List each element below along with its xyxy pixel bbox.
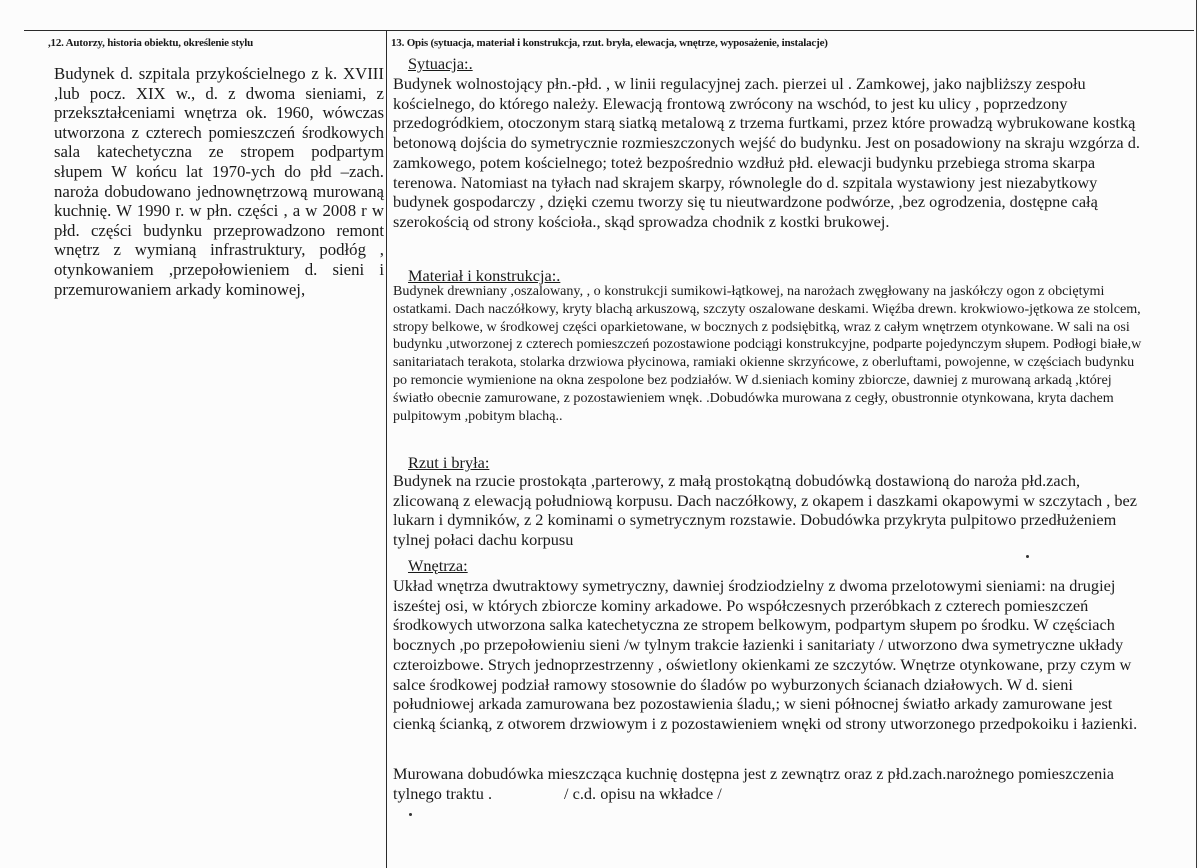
interior-paragraph: Układ wnętrza dwutraktowy symetryczny, dawniej środziodzielny z dwoma przelotowymi sieniami: na drugiej isześtej osi, w których zbiorcze kominy arkadowe. Po współczesnych przeróbkach z czterech pomieszczeń środkowych utworzona salka katechetyczna ze stropem belkowym, podpartym słupem po środku. W częściach bocznych ,po przepołowieniu sieni /w tylnym trakcie łazienki i sanitariaty / utworzono dwa symetryczne układy czteroizbowe. Strych jednoprzestrzenny , oświetlony okienkami ze szczytów. Wnętrze otynkowane, przy czym w salce środkowej podział ramowy stosownie do śladów po wyburzonych ścianach działowych. W d. sieni południowej arkada zamurowana bez pozostawienia śladu,; w sieni północnej światło arkady zamurowane jest cienką ścianką, z otworem drzwiowym i z pozostawieniem wnęki od strony utworzonego przedpokoiku i łazienki.	[393, 576, 1138, 733]
stray-mark	[1026, 555, 1029, 558]
history-paragraph: Budynek d. szpitala przykościelnego z k. XVIII ,lub pocz. XIX w., d. z dwoma sieniami, z przekształceniami wnętrza ok. 1960, wówczas utworzona z czterech pomieszczeń środkowych sala katechetyczna ze stropem podpartym słupem W końcu lat 1970-ych do płd –zach. naroża dobudowano jednownętrzową murowaną kuchnię. W 1990 r. w płn. części , a w 2008 r w płd. części budynku przeprowadzono remont wnętrz z wymianą infrastruktury, podłóg , otynkowaniem ,przepołowieniem d. sieni i przemurowaniem arkady kominowej,	[54, 64, 384, 299]
interior-section	[393, 576, 1145, 734]
plan-heading-row	[393, 453, 1145, 473]
plan-paragraph: Budynek na rzucie prostokąta ,parterowy, z małą prostokątną dobudówką dostawioną do naroża płd.zach, zlicowaną z elewacją południową korpusu. Dach naczółkowy, z okapem i daszkami okapowymi w szczytach , bez lukarn i dymników, z 2 kominami o symetrycznym rozstawie. Dobudówka przykryta pulpitowo przedłużeniem tylnej połaci dachu korpusu	[393, 471, 1137, 550]
interior-heading: Wnętrza:	[408, 556, 468, 575]
interior-heading-row	[393, 556, 1145, 576]
material-section	[393, 283, 1145, 425]
situation-heading: Sytuacja:.	[408, 54, 473, 73]
material-heading: Materiał i konstrukcja:.	[408, 266, 561, 285]
material-paragraph: Budynek drewniany ,oszalowany, , o konstrukcji sumikowi-łątkowej, na narożach zwęgłowany na jaskółczy ogon z obciętymi ostatkami. Dach naczółkowy, kryty blachą arkuszową, szczyty oszalowane deskami. Więźba drewn. krokwiowo-jętkowa ze stolcem, stropy belkowe, w środkowej części oparkietowane, w bocznych z podsiębitką, wraz z całym wnętrzem otynkowane. W sali na osi budynku ,utworzonej z czterech pomieszczeń pozostawione podciągi konstrukcyjne, podparte pojedynczym słupem. Podłogi białe,w sanitariatach terakota, stolarka drzwiowa płycinowa, ramiaki okienne skrzyńcowe, z oberluftami, powojenne, w częściach budynku po remoncie wymienione na okna zespolone bez podziałów. W d.sieniach kominy zbiorcze, dawniej z murowaną arkadą ,której światło obecnie zamurowane, z pozostawieniem wnęk. .Dobudówka murowana z cegły, obustronnie otynkowana, kryta dachem pulpitowym ,pobitym blachą..	[393, 283, 1142, 424]
situation-paragraph: Budynek wolnostojący płn.-płd. , w linii regulacyjnej zach. pierzei ul . Zamkowej, jako najbliższy zespołu kościelnego, do którego należy. Elewacją frontową zwrócony na wschód, to jest ku ulicy , poprzedzony przedogródkiem, otoczonym starą siatką metalową z trzema furtkami, przez które prowadzą wybrukowane kostką betonową dojścia do symetrycznie rozmieszczonych wejść do budynku. Jest on posadowiony na skraju wzgórza d. zamkowego, potem kościelnego; toteż bezpośrednio wzdłuż płd. elewacji budynku przebiega stroma skarpa terenowa. Natomiast na tyłach nad skrajem skarpy, równolegle do d. szpitala wystawiony jest niezabytkowy budynek gospodarczy , dzięki czemu tworzy się tu nieutwardzone podwórze, ,bez ogrodzenia, dostępne całą szerokością od strony kościoła., skąd sprowadza chodnik z kostki brukowej.	[393, 74, 1140, 231]
column-divider	[386, 30, 387, 868]
plan-section	[393, 471, 1145, 550]
extension-section	[393, 764, 1145, 803]
extension-paragraph	[393, 764, 1145, 803]
left-column-header: ,12. Autorzy, historia obiektu, określenie stylu	[48, 37, 254, 49]
situation-heading-row	[393, 54, 1145, 74]
plan-heading: Rzut i bryła:	[408, 453, 490, 472]
continuation-note: / c.d. opisu na wkładce /	[564, 783, 722, 803]
top-rule	[24, 30, 1194, 31]
situation-section	[393, 74, 1145, 232]
extension-text: Murowana dobudówka mieszcząca kuchnię dostępna jest z zewnątrz oraz z płd.zach.narożnego pomieszczenia tylnego traktu .	[393, 764, 1115, 803]
stray-mark	[409, 813, 412, 816]
right-edge-rule	[1196, 0, 1197, 868]
right-column-header: 13. Opis (sytuacja, materiał i konstrukcja, rzut. bryła, elewacja, wnętrze, wyposażenie, instalacje)	[391, 37, 828, 49]
history-text	[54, 64, 384, 299]
